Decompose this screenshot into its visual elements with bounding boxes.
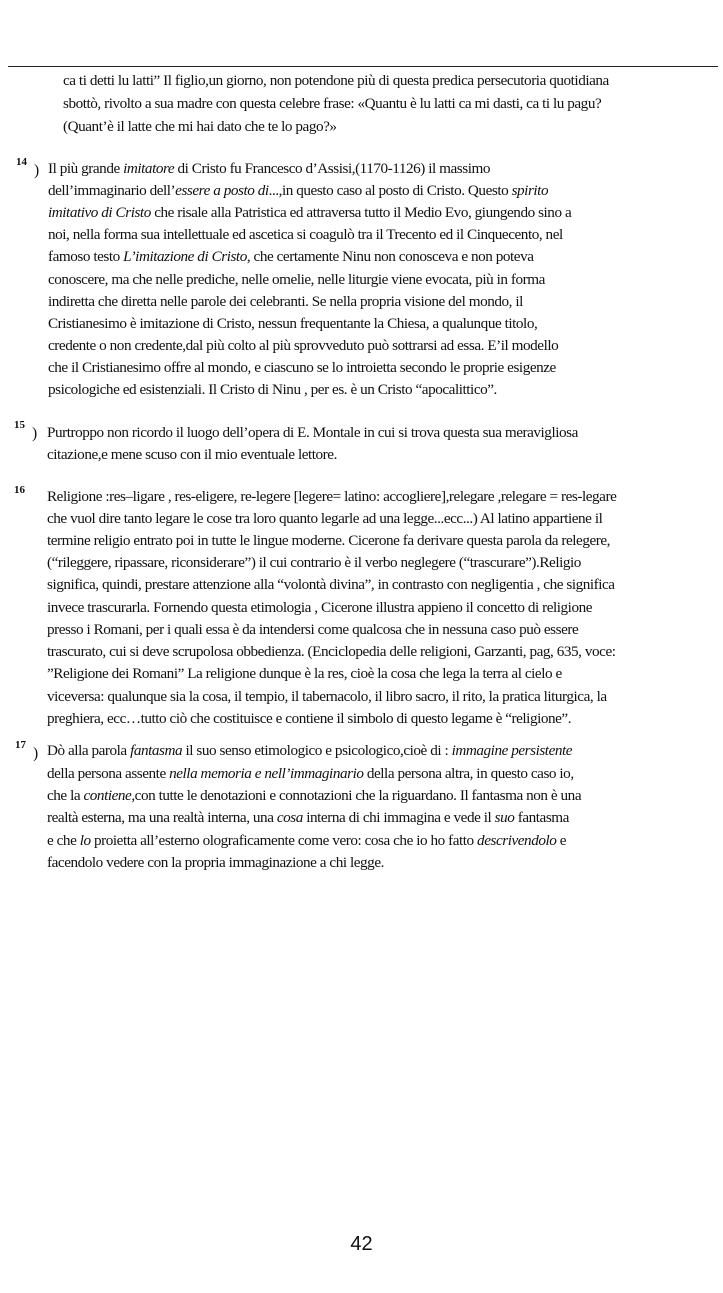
footnote-number: 16 <box>14 484 25 496</box>
footnote-line: Cristianesimo è imitazione di Cristo, nessun frequentante la Chiesa, a qualunque titolo, <box>48 315 538 332</box>
footnote-line: dell’immaginario dell’essere a posto di...,in questo caso al posto di Cristo. Questo spirito <box>48 182 549 199</box>
footnote-paren: ) <box>33 745 39 762</box>
footnote-line: credente o non credente,dal più colto al più sprovveduto può sottrarsi ad essa. E’il modello <box>48 337 559 354</box>
continuation-line: ca ti detti lu latti” Il figlio,un giorno, non potendone più di questa predica persecutoria quotidiana <box>63 72 609 89</box>
footnote-line: facendolo vedere con la propria immaginazione a chi legge. <box>47 854 384 871</box>
footnote-line: realtà esterna, ma una realtà interna, una cosa interna di chi immagina e vede il suo fantasma <box>47 809 569 826</box>
footnote-line: invece trascurarla. Fornendo questa etimologia , Cicerone illustra appieno il concetto di religione <box>47 599 593 616</box>
footnote-line: ”Religione dei Romani” La religione dunque è la res, cioè la cosa che lega la terra al cielo e <box>47 665 562 682</box>
footnote-line: noi, nella forma sua intellettuale ed ascetica si coagulò tra il Trecento ed il Cinquecento, nel <box>48 226 563 243</box>
footnote-paren: ) <box>32 425 38 442</box>
footnote-line: Purtroppo non ricordo il luogo dell’opera di E. Montale in cui si trova questa sua meravigliosa <box>47 424 578 441</box>
footnote-number: 17 <box>15 739 26 751</box>
footnote-line: citazione,e mene scuso con il mio eventuale lettore. <box>47 446 337 463</box>
footnote-line: Il più grande imitatore di Cristo fu Francesco d’Assisi,(1170-1126) il massimo <box>48 160 490 177</box>
continuation-line: (Quant’è il latte che mi hai dato che te lo pago?» <box>63 118 337 135</box>
footnote-line: famoso testo L’imitazione di Cristo, che certamente Ninu non conosceva e non poteva <box>48 248 534 265</box>
footnote-line: termine religio entrato poi in tutte le lingue moderne. Cicerone fa derivare questa parola da relegere, <box>47 532 610 549</box>
top-rule <box>8 66 718 67</box>
footnote-line: Religione :res–ligare , res-eligere, re-legere [legere= latino: accogliere],relegare ,relegare = res-legare <box>47 488 617 505</box>
footnote-line: che la contiene,con tutte le denotazioni e connotazioni che la riguardano. Il fantasma non è una <box>47 787 582 804</box>
footnote-line: della persona assente nella memoria e nell’immaginario della persona altra, in questo caso io, <box>47 765 574 782</box>
footnote-line: psicologiche ed esistenziali. Il Cristo di Ninu , per es. è un Cristo “apocalittico”. <box>48 381 497 398</box>
footnote-line: preghiera, ecc…tutto ciò che costituisce e contiene il simbolo di questo legame è “religione”. <box>47 710 572 727</box>
footnote-line: conoscere, ma che nelle prediche, nelle omelie, nelle liturgie viene evocata, più in forma <box>48 271 545 288</box>
footnote-line: significa, quindi, prestare attenzione alla “volontà divina”, in contrasto con negligentia , che significa <box>47 576 615 593</box>
footnote-number: 15 <box>14 419 25 431</box>
footnote-line: imitativo di Cristo che risale alla Patristica ed attraversa tutto il Medio Evo, giungendo sino a <box>48 204 572 221</box>
footnote-line: indiretta che diretta nelle parole dei celebranti. Se nella propria visione del mondo, il <box>48 293 523 310</box>
footnote-line: (“rileggere, ripassare, riconsiderare”) il cui contrario è il verbo neglegere (“trascurare”).Religio <box>47 554 581 571</box>
footnote-number: 14 <box>16 156 27 168</box>
footnote-paren: ) <box>34 162 40 179</box>
continuation-line: sbottò, rivolto a sua madre con questa celebre frase: «Quantu è lu latti ca mi dasti, ca ti lu pagu? <box>63 95 602 112</box>
footnote-line: trascurato, cui si deve scrupolosa obbedienza. (Enciclopedia delle religioni, Garzanti, pag, 635, voce: <box>47 643 616 660</box>
footnote-line: che il Cristianesimo offre al mondo, e ciascuno se lo introietta secondo le proprie esigenze <box>48 359 556 376</box>
page-number: 42 <box>350 1233 373 1255</box>
footnote-line: Dò alla parola fantasma il suo senso etimologico e psicologico,cioè di : immagine persistente <box>47 742 573 759</box>
footnote-line: che vuol dire tanto legare le cose tra loro quanto legarle ad una legge...ecc...) Al latino appartiene il <box>47 510 603 527</box>
footnote-line: presso i Romani, per i quali essa è da intendersi come qualcosa che in nessuna caso può essere <box>47 621 579 638</box>
footnote-line: viceversa: qualunque sia la cosa, il tempio, il tabernacolo, il libro sacro, il rito, la pratica liturgica, la <box>47 688 607 705</box>
footnote-line: e che lo proietta all’esterno olograficamente come vero: cosa che io ho fatto descrivendolo e <box>47 832 567 849</box>
